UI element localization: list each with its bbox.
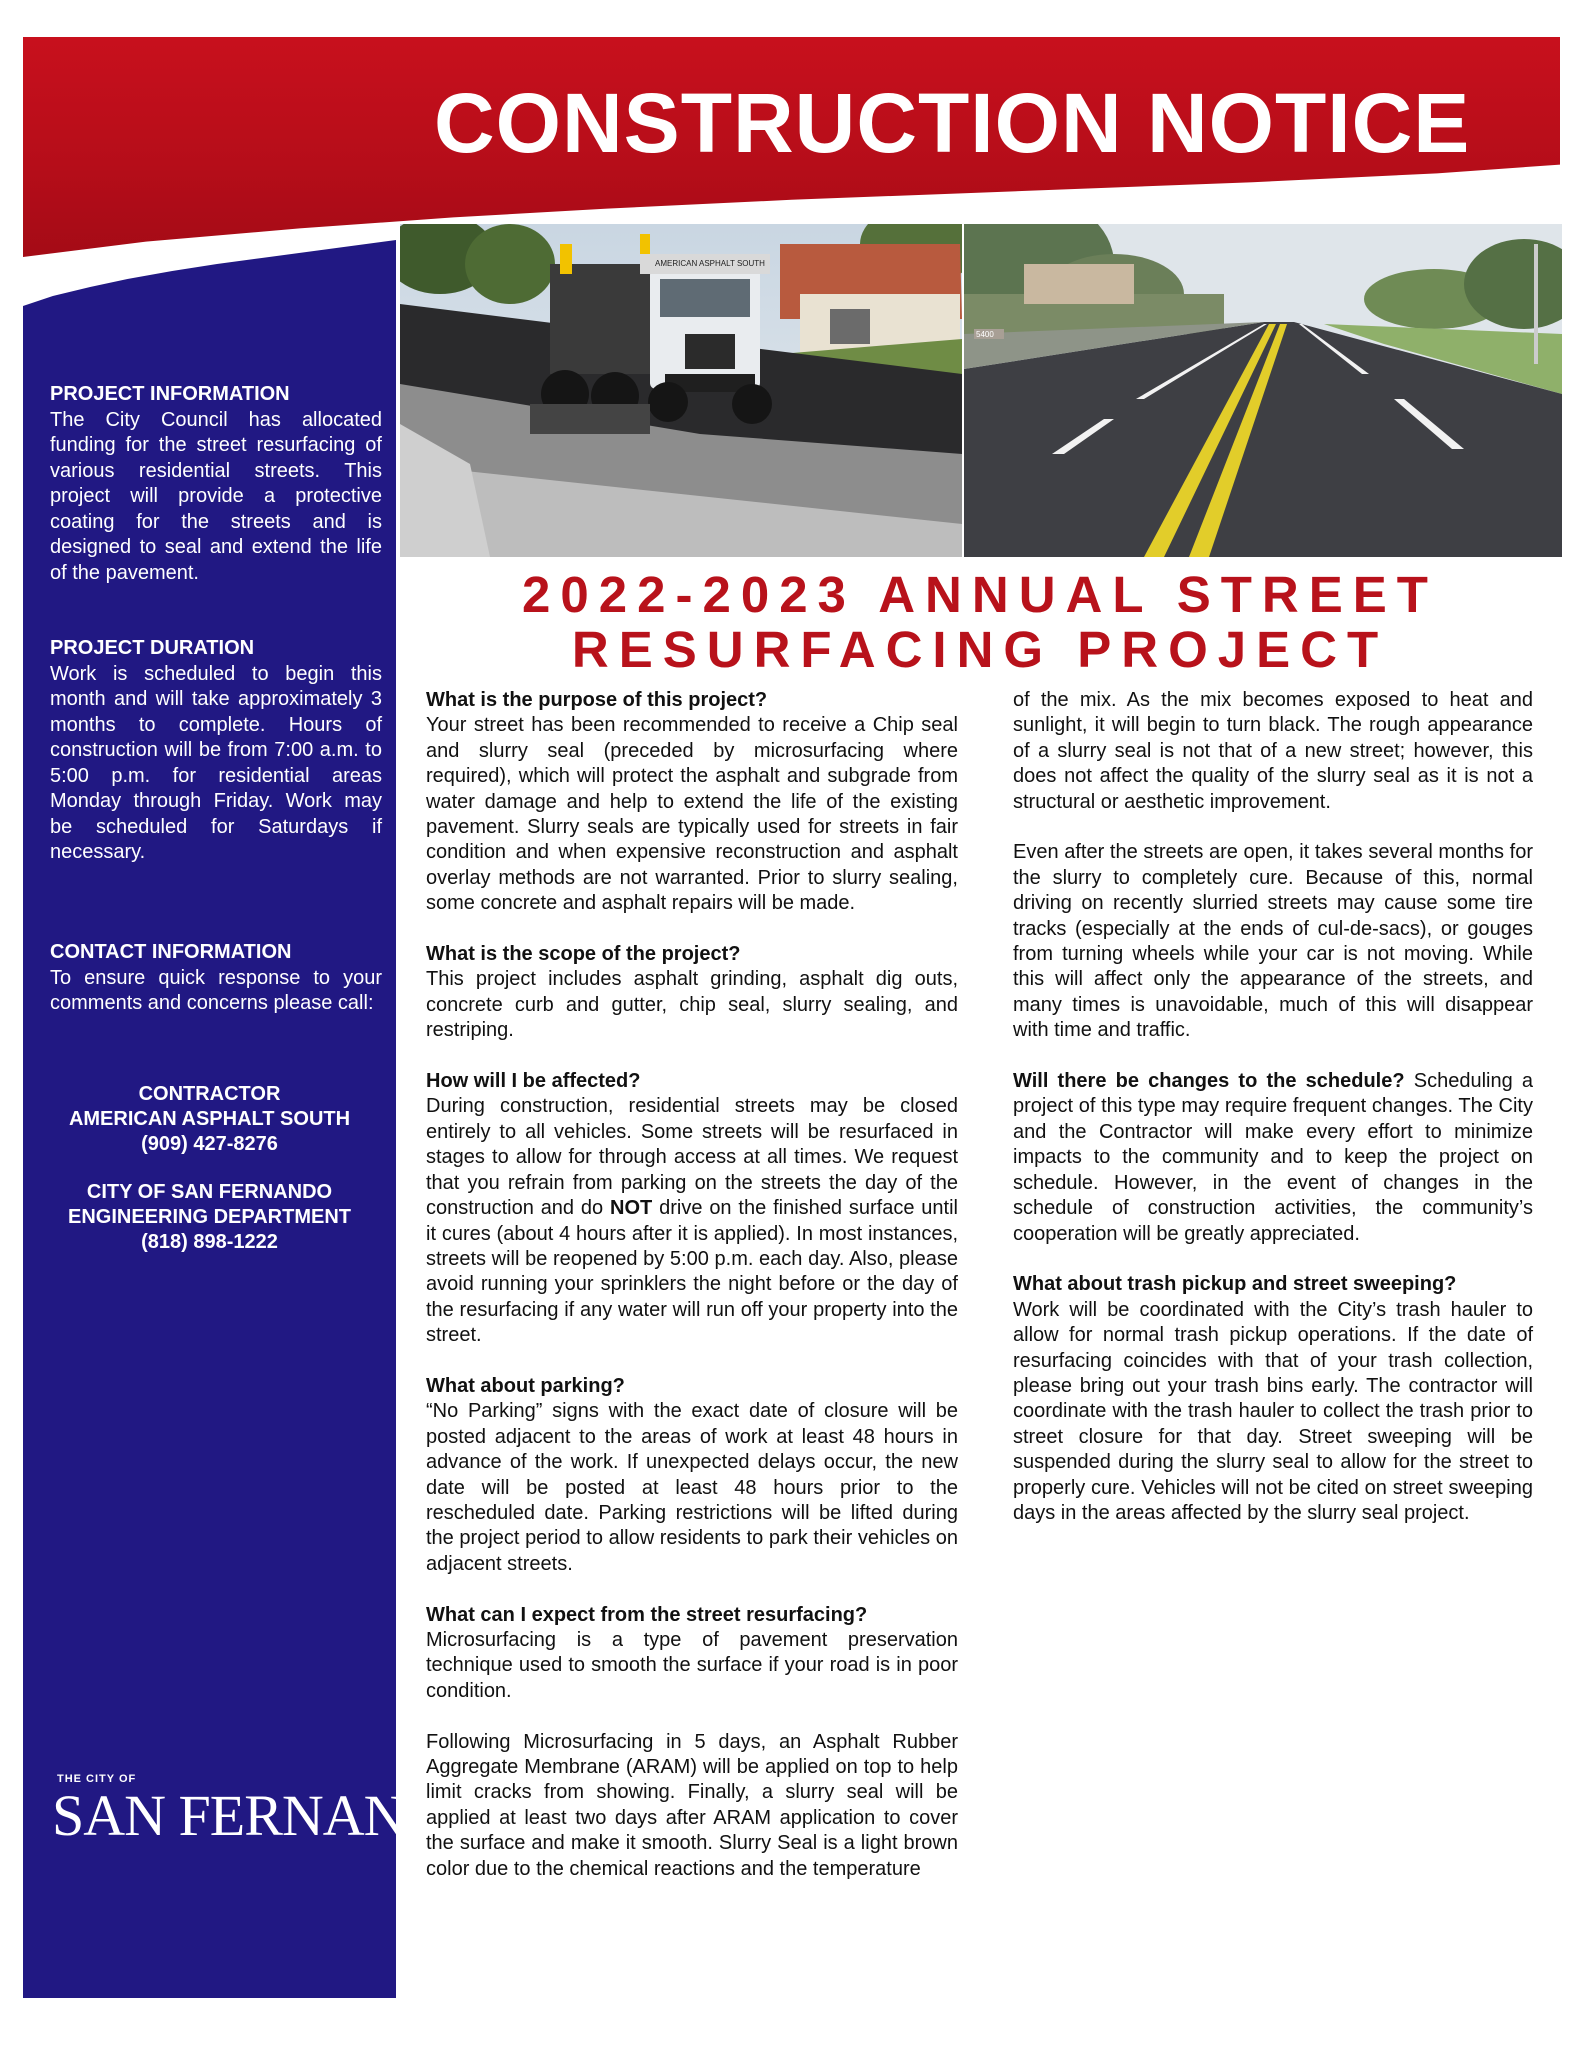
city-logo: SAN FERNANDO [52,1783,487,1848]
contractor-phone: (909) 427-8276 [141,1133,278,1155]
project-duration-heading: PROJECT DURATION [50,637,255,659]
faq-question: Will there be changes to the schedule? [1013,1070,1405,1093]
city-phone: (818) 898-1222 [141,1231,278,1253]
faq-question: What about trash pickup and street sweeping? [1013,1273,1457,1296]
faq-answer: “No Parking” signs with the exact date of closure will be posted adjacent to the areas of work at least 48 hours in advance of the work. If unexpected delays occur, the new date will be posted at least 48 hours prior to the rescheduled date. Parking restrictions will be lifted during the project period to allow residents to park their vehicles on adjacent streets. [426,1400,958,1575]
project-duration-text: Work is scheduled to begin this month and will take approximately 3 months to complete. Hours of construction will be from 7:00 a.m. to 5:00 p.m. for residential areas Monday through Friday. Work may be scheduled for Saturdays if necessary. [50,662,382,863]
finished-street-illustration [964,224,1562,557]
faq-affected [426,1069,958,1348]
contractor-name: AMERICAN ASPHALT SOUTH [68,1108,351,1130]
contractor-label: CONTRACTOR [138,1083,281,1105]
faq-answer: Your street has been recommended to receive a Chip seal and slurry seal (preceded by microsurfacing where required), which will protect the asphalt and subgrade from water damage and help to extend the life of the existing pavement. Slurry seals are typically used for streets in fair condition and when expensive reconstruction and asphalt overlay methods are not warranted. Prior to slurry sealing, some concrete and asphalt repairs will be made. [426,714,958,915]
project-information-heading: PROJECT INFORMATION [50,383,290,405]
faq-purpose [426,688,958,917]
slurry-truck-illustration [400,224,962,557]
project-title-line1: 2022-2023 ANNUAL STREET [522,566,1438,623]
contractor-contact [23,1082,396,1157]
faq-answer: Following Microsurfacing in 5 days, an Asphalt Rubber Aggregate Membrane (ARAM) will be applied on top to help limit cracks from showing. Finally, a slurry seal will be applied at least two days after ARAM application to cover the surface and make it smooth. Slurry Seal is a light brown color due to the chemical reactions and the temperature [426,1730,958,1880]
body-column-left [426,688,958,1907]
city-contact [23,1180,396,1255]
faq-answer: of the mix. As the mix becomes exposed to heat and sunlight, it will begin to turn black. The rough appearance of a slurry seal is not that of a new street; however, this does not affect the quality of the slurry seal as it is not a structural or aesthetic improvement. [1013,689,1533,813]
faq-scope [426,942,958,1044]
city-department: ENGINEERING DEPARTMENT [68,1206,351,1228]
faq-answer: Work will be coordinated with the City’s trash hauler to allow for normal trash pickup operations. If the date of resurfacing coincides with that of your trash collection, please bring out your trash bins early. The contractor will coordinate with the trash hauler to collect the trash prior to street closure for that day. Street sweeping will be suspended during the slurry seal to allow for the street to properly cure. Vehicles will not be cited on street sweeping days in the areas affected by the slurry seal project. [1013,1298,1533,1524]
project-information-section [50,382,382,586]
city-logo-caption: THE CITY OF [57,1773,137,1785]
faq-question: What is the scope of the project? [426,943,741,966]
finished-street-photo [964,224,1562,557]
city-name: CITY OF SAN FERNANDO [86,1181,333,1203]
contact-information-heading: CONTACT INFORMATION [50,941,292,963]
project-duration-section [50,636,382,866]
faq-answer: Even after the streets are open, it takes several months for the slurry to completely cure. Because of this, normal driving on recently slurried streets may cause some tire tracks (especially at the ends of cul-de-sacs), or gouges from turning wheels while your car is not moving. While this will affect only the appearance of the streets, and many times is unavoidable, much of this will disappear with time and traffic. [1013,841,1533,1042]
faq-question: What about parking? [426,1374,625,1397]
faq-curing [1013,840,1533,1043]
faq-answer: Scheduling a project of this type may require frequent changes. The City and the Contractor will make every effort to minimize impacts to the community and to keep the project on schedule. However, in the event of changes in the schedule of construction activities, the community’s cooperation will be greatly appreciated. [1013,1070,1533,1245]
project-information-text: The City Council has allocated funding for the street resurfacing of various residential streets. This project will provide a protective coating for the streets and is designed to seal and extend the life of the pavement. [50,408,382,584]
contact-information-section [50,940,382,1017]
faq-trash [1013,1272,1533,1526]
slurry-truck-photo [400,224,962,557]
faq-question: How will I be affected? [426,1070,641,1093]
faq-parking [426,1374,958,1577]
faq-answer: During construction, residential streets may be closed entirely to all vehicles. Some streets will be resurfaced in stages to allow for through access at all times. We request that you refrain from parking on the streets the day of the construction and do [426,1095,958,1220]
faq-expect-continued [426,1730,958,1882]
faq-answer: drive on the finished surface until it cures (about 4 hours after it is applied). In most instances, streets will be reopened by 5:00 p.m. each day. Also, please avoid running your sprinklers the night before or the day of the resurfacing if any water will run off your property into the street. [426,1197,959,1347]
notice-title: CONSTRUCTION NOTICE [434,76,1471,170]
curb-number-text: 5400 [976,330,994,339]
faq-expect-continued-2 [1013,688,1533,815]
faq-expect [426,1603,958,1705]
faq-question: What is the purpose of this project? [426,689,768,711]
faq-question: What can I expect from the street resurfacing? [426,1603,868,1626]
contact-information-text: To ensure quick response to your comments and concerns please call: [50,966,382,1014]
faq-answer: Microsurfacing is a type of pavement preservation technique used to smooth the surface if your road is in poor condition. [426,1628,958,1702]
faq-emphasis: NOT [610,1197,653,1220]
truck-plate-text: AMERICAN ASPHALT SOUTH [655,259,765,268]
body-column-right [1013,688,1533,1552]
faq-answer: This project includes asphalt grinding, asphalt dig outs, concrete curb and gutter, chip seal, slurry sealing, and restriping. [426,968,958,1042]
project-title-line2: RESURFACING PROJECT [571,621,1389,678]
faq-schedule [1013,1069,1533,1247]
